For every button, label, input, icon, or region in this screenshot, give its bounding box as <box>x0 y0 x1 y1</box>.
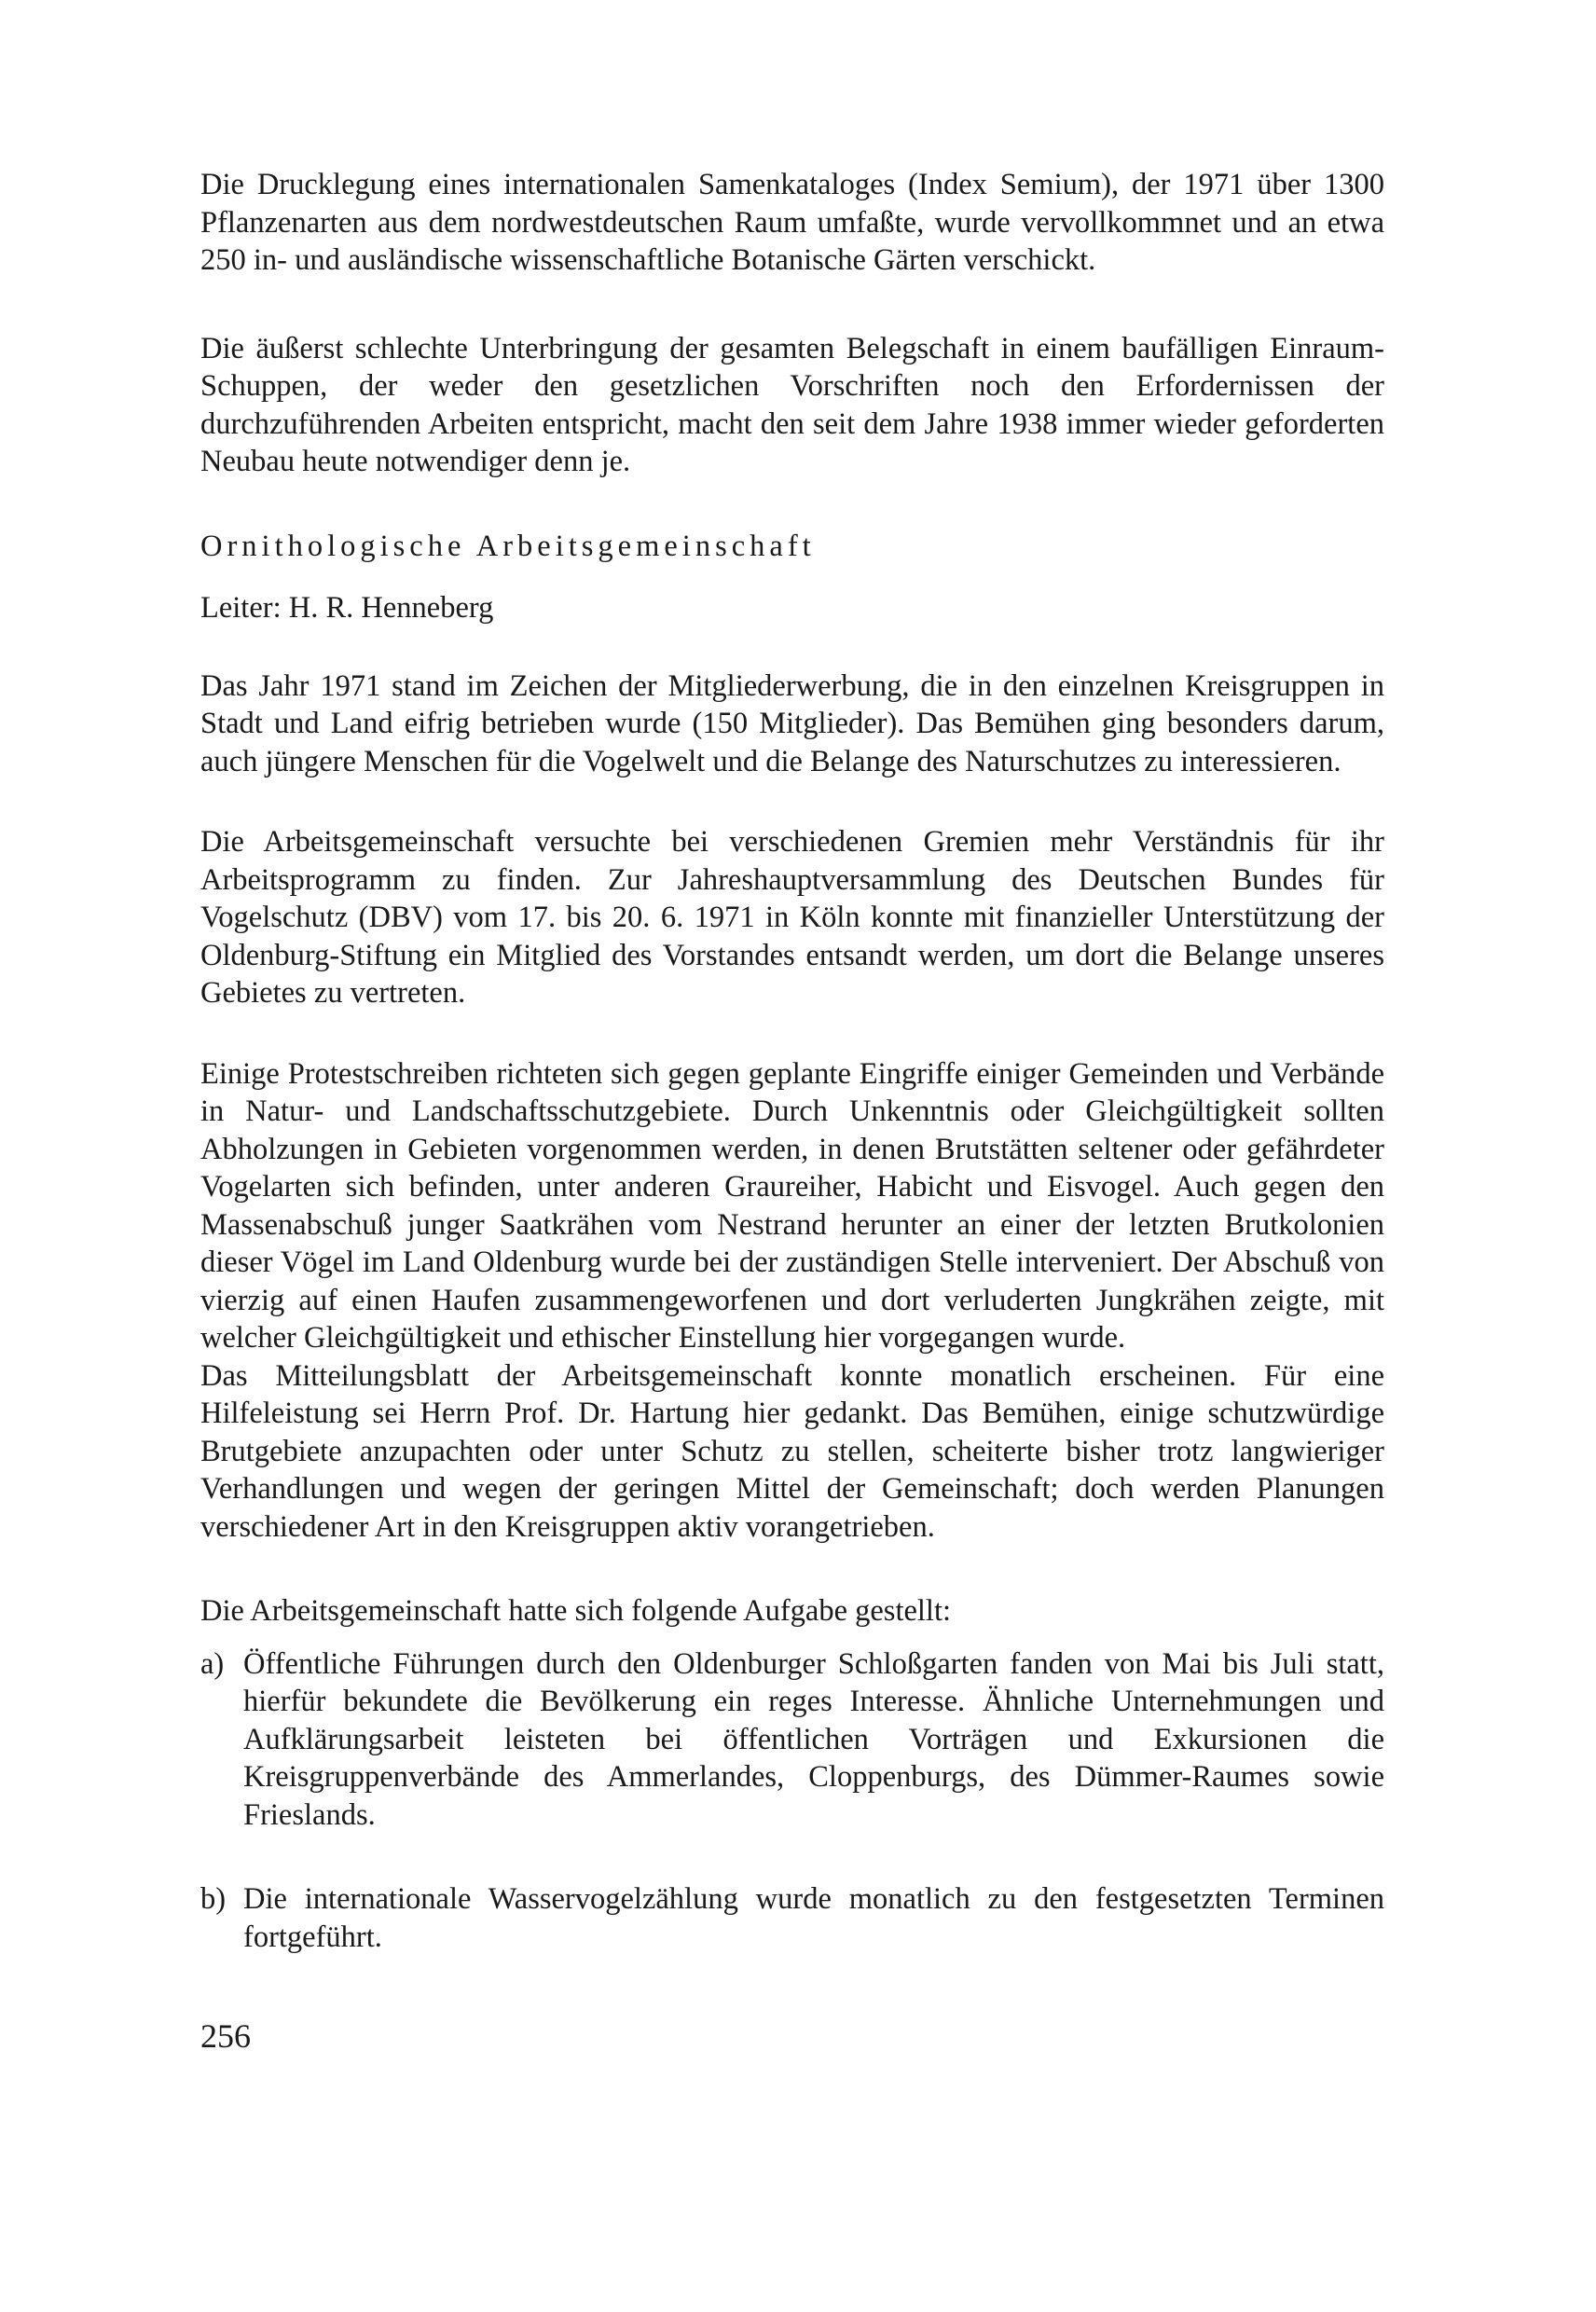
paragraph-newsletter: Das Mitteilungsblatt der Arbeitsgemeinschaft konnte monatlich erscheinen. Für eine Hilfeleistung sei Herrn Prof. Dr. Hartung hier gedankt. Das Bemühen, einige schutzwürdige Brutgebiete anzupachten oder unter Schutz zu stellen, scheiterte bisher trotz langwieriger Verhandlungen und wegen der geringen Mittel der Gemeinschaft; doch werden Planungen verschiedener Art in den Kreisgruppen aktiv vorangetrieben. <box>200 1358 1384 1544</box>
list-marker: b) <box>200 1882 227 1916</box>
paragraph-accommodation: Die äußerst schlechte Unterbringung der gesamten Belegschaft in einem baufälligen Einraum-Schuppen, der weder den gesetzlichen Vorschriften noch den Erfordernissen der durchzuführenden Arbeiten entspricht, macht den seit dem Jahre 1938 immer wieder geforderten Neubau heute notwendiger denn je. <box>200 331 1384 478</box>
section-heading: Ornithologische Arbeitsgemeinschaft <box>200 529 816 563</box>
list-marker: a) <box>200 1646 225 1681</box>
list-item-text: Die internationale Wasservogelzählung wurde monatlich zu den festgesetzten Terminen fortgeführt. <box>243 1882 1384 1954</box>
section-leader: Leiter: H. R. Henneberg <box>200 590 494 625</box>
paragraph-committees: Die Arbeitsgemeinschaft versuchte bei verschiedenen Gremien mehr Verständnis für ihr Arbeitsprogramm zu finden. Zur Jahreshauptversammlung des Deutschen Bundes für Vogelschutz (DBV) vom 17. bis 20. 6. 1971 in Köln konnte mit finanzieller Unterstützung der Oldenburg-Stiftung ein Mitglied des Vorstandes entsandt werden, um dort die Belange unseres Gebietes zu vertreten. <box>200 825 1384 1010</box>
paragraph-member-recruitment: Das Jahr 1971 stand im Zeichen der Mitgliederwerbung, die in den einzelnen Kreisgruppen in Stadt und Land eifrig betrieben wurde (150 Mitglieder). Das Bemühen ging besonders darum, auch jüngere Menschen für die Vogelwelt und die Belange des Naturschutzes zu interessieren. <box>200 668 1384 778</box>
paragraph-seed-catalogue: Die Drucklegung eines internationalen Samenkataloges (Index Semium), der 1971 über 1300 Pflanzenarten aus dem nordwestdeutschen Raum umfaßte, wurde vervollkommnet und an etwa 250 in- und ausländische wissenschaftliche Botanische Gärten verschickt. <box>200 168 1384 277</box>
paragraph-tasks-intro: Die Arbeitsgemeinschaft hatte sich folgende Aufgabe gestellt: <box>200 1594 952 1628</box>
list-item-text: Öffentliche Führungen durch den Oldenburger Schloßgarten fanden von Mai bis Juli statt, hierfür bekundete die Bevölkerung ein reges Interesse. Ähnliche Unternehmungen und Aufklärungsarbeit leisteten bei öffentlichen Vorträgen und Exkursionen die Kreisgruppenverbände des Ammerlandes, Cloppenburgs, des Dümmer-Raumes sowie Frieslands. <box>243 1646 1384 1832</box>
paragraph-protests: Einige Protestschreiben richteten sich gegen geplante Eingriffe einiger Gemeinden und Verbände in Natur- und Landschaftsschutzgebiete. Durch Unkenntnis oder Gleichgültigkeit sollten Abholzungen in Gebieten vorgenommen werden, in denen Brutstätten seltener oder gefährdeter Vogelarten sich befinden, unter anderen Graureiher, Habicht und Eisvogel. Auch gegen den Massenabschuß junger Saatkrähen vom Nestrand herunter an einer der letzten Brutkolonien dieser Vögel im Land Oldenburg wurde bei der zuständigen Stelle interveniert. Der Abschuß von vierzig auf einen Haufen zusammengeworfenen und dort verluderten Jungkrähen zeigte, mit welcher Gleichgültigkeit und ethischer Einstellung hier vorgegangen wurde. <box>200 1056 1384 1355</box>
page-body <box>200 166 1384 1956</box>
page-number: 256 <box>200 2017 251 2055</box>
list-item <box>200 1645 1384 1835</box>
list-item <box>200 1880 1384 1956</box>
